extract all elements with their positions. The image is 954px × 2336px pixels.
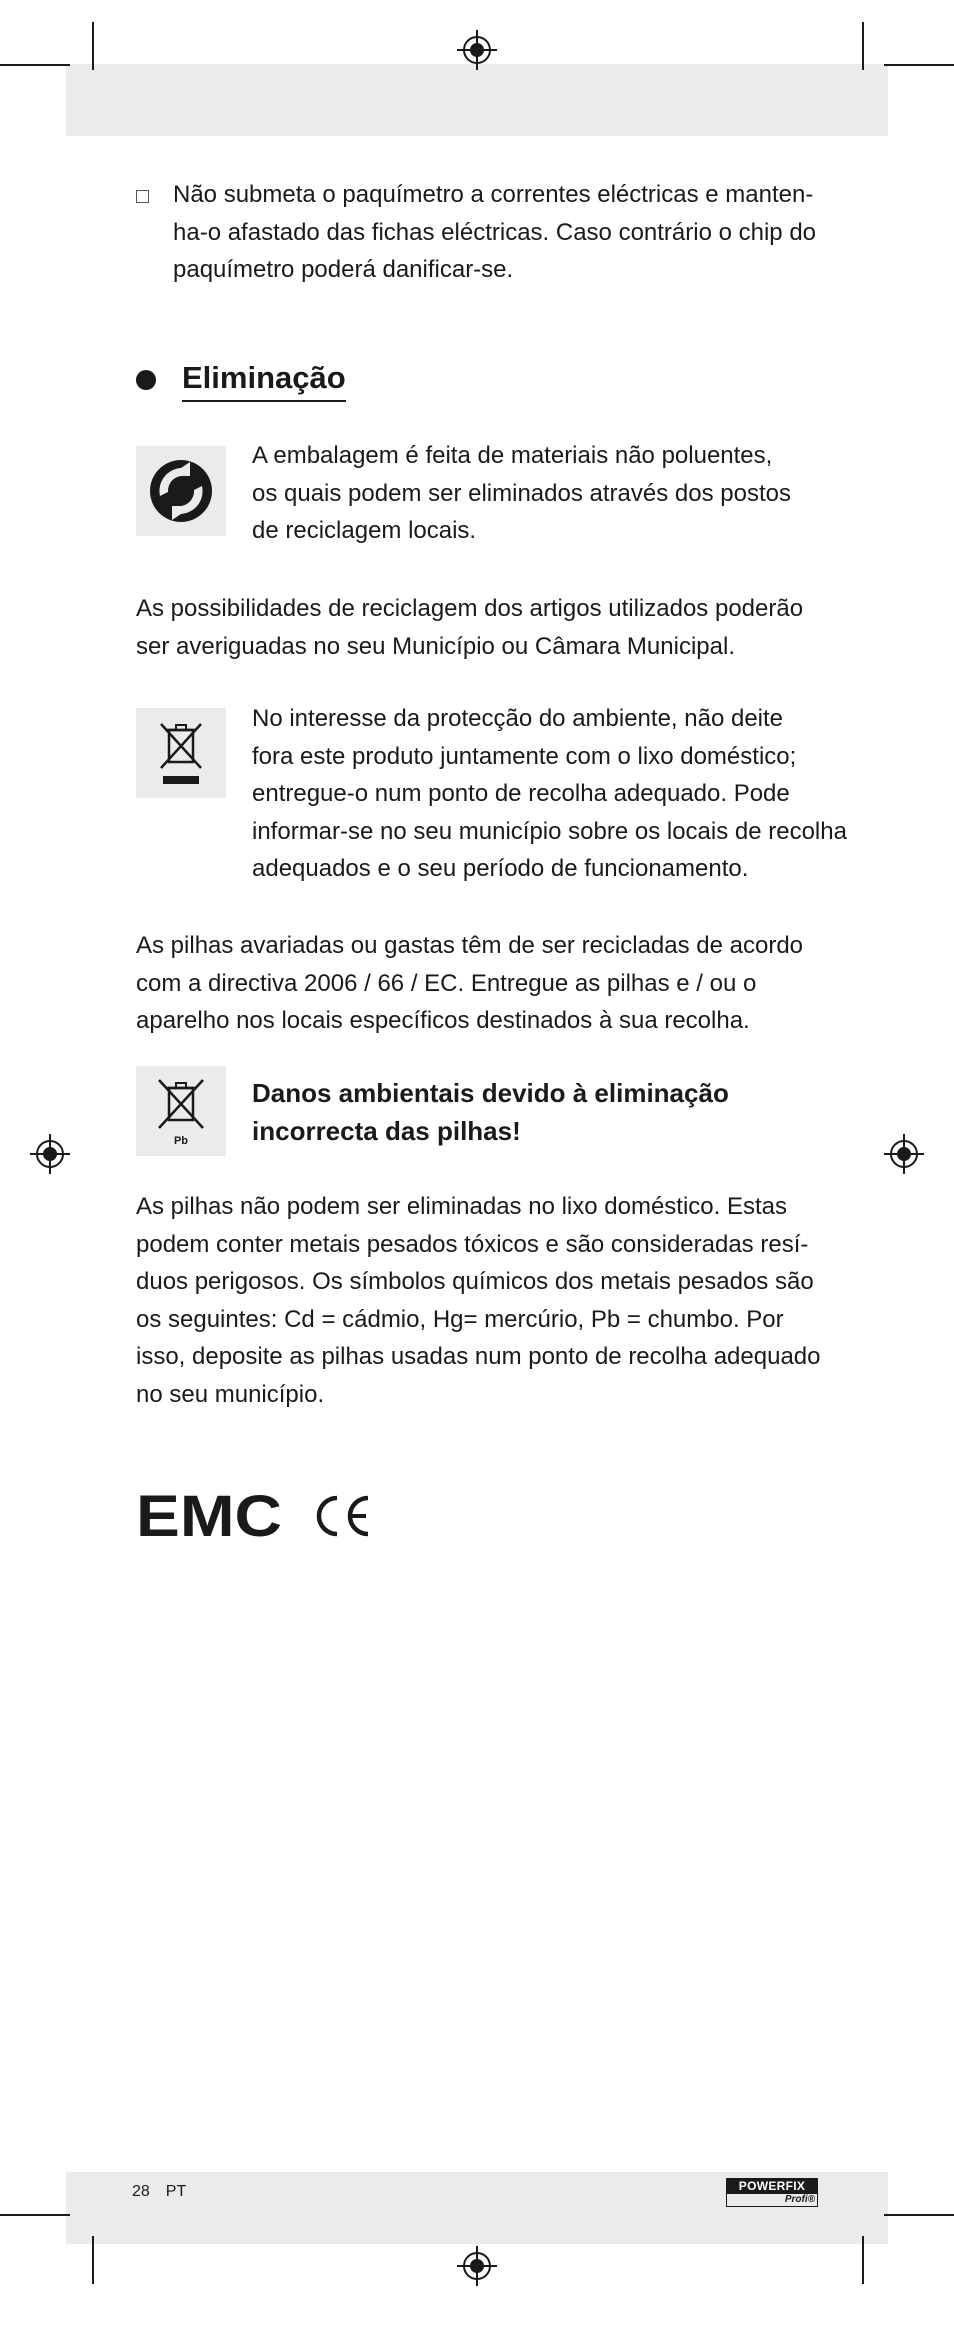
batteries-paragraph: As pilhas avariadas ou gastas têm de ser recicladas de acordo com a directiva 2006 / 66 / EC. Entregue as pilhas e / ou o aparelho nos locais específicos destinados à sua recolha.	[136, 932, 804, 1034]
packaging-text: A embalagem é feita de materiais não poluentes, os quais podem ser eliminados através dos postos de reciclagem locais.	[252, 442, 791, 544]
crop-mark	[92, 22, 94, 70]
crop-mark	[884, 2214, 954, 2216]
crossed-bin-pb-icon	[136, 1066, 226, 1156]
crop-mark	[884, 64, 954, 66]
registration-mark-icon	[884, 1134, 924, 1174]
crop-mark	[92, 2236, 94, 2284]
brand-name: POWERFIX	[726, 2178, 818, 2194]
weee-text: No interesse da protecção do ambiente, não deite fora este produto juntamente com o lixo doméstico; entregue-o num ponto de recolha adequado. Pode informar-se no seu município sobre os locais de recolha adequados e o seu período de funcionamento.	[252, 705, 847, 882]
page-number: 28	[132, 2183, 150, 2200]
battery-warning-text: Danos ambientais devido à eliminação incorrecta das pilhas!	[252, 1078, 729, 1146]
crop-mark	[0, 2214, 70, 2216]
bullet-item	[136, 176, 836, 289]
page-footer	[132, 2172, 186, 2212]
checkbox-bullet-icon	[136, 190, 149, 203]
svg-text:EMC: EMC	[136, 1490, 282, 1542]
recycling-paragraph: As possibilidades de reciclagem dos artigos utilizados poderão ser averiguadas no seu Município ou Câmara Municipal.	[136, 595, 804, 660]
language-code: PT	[165, 2183, 187, 2200]
crop-mark	[862, 2236, 864, 2284]
section-title: Eliminação	[182, 358, 346, 402]
pb-label: Pb	[173, 1135, 189, 1147]
crop-mark	[862, 22, 864, 70]
brand-sub: Profi®	[726, 2194, 818, 2207]
heavy-metals-paragraph: As pilhas não podem ser eliminadas no lixo doméstico. Estas podem conter metais pesados tóxicos e são consideradas resí- duos perigosos. Os símbolos químicos dos metais pesados são os seguintes: Cd = cádmio, Hg= mercúrio, Pb = chumbo. Por isso, deposite as pilhas usadas num ponto de recolha adequado no seu município.	[136, 1193, 821, 1408]
registration-mark-icon	[457, 2246, 497, 2286]
registration-mark-icon	[457, 30, 497, 70]
brand-logo	[726, 2178, 818, 2207]
registration-mark-icon	[30, 1134, 70, 1174]
crossed-bin-icon	[136, 708, 226, 798]
ce-mark-icon	[310, 1490, 372, 1542]
green-dot-recycle-icon	[136, 446, 226, 536]
crop-mark	[0, 64, 70, 66]
section-heading	[136, 358, 346, 402]
bullet-text: Não submeta o paquímetro a correntes eléctricas e manten- ha-o afastado das fichas eléctricas. Caso contrário o chip do paquímetro poderá danificar-se.	[173, 181, 817, 283]
heading-bullet-icon	[136, 370, 156, 390]
header-band	[66, 64, 888, 136]
compliance-marks	[136, 1490, 372, 1542]
emc-mark	[136, 1490, 284, 1542]
